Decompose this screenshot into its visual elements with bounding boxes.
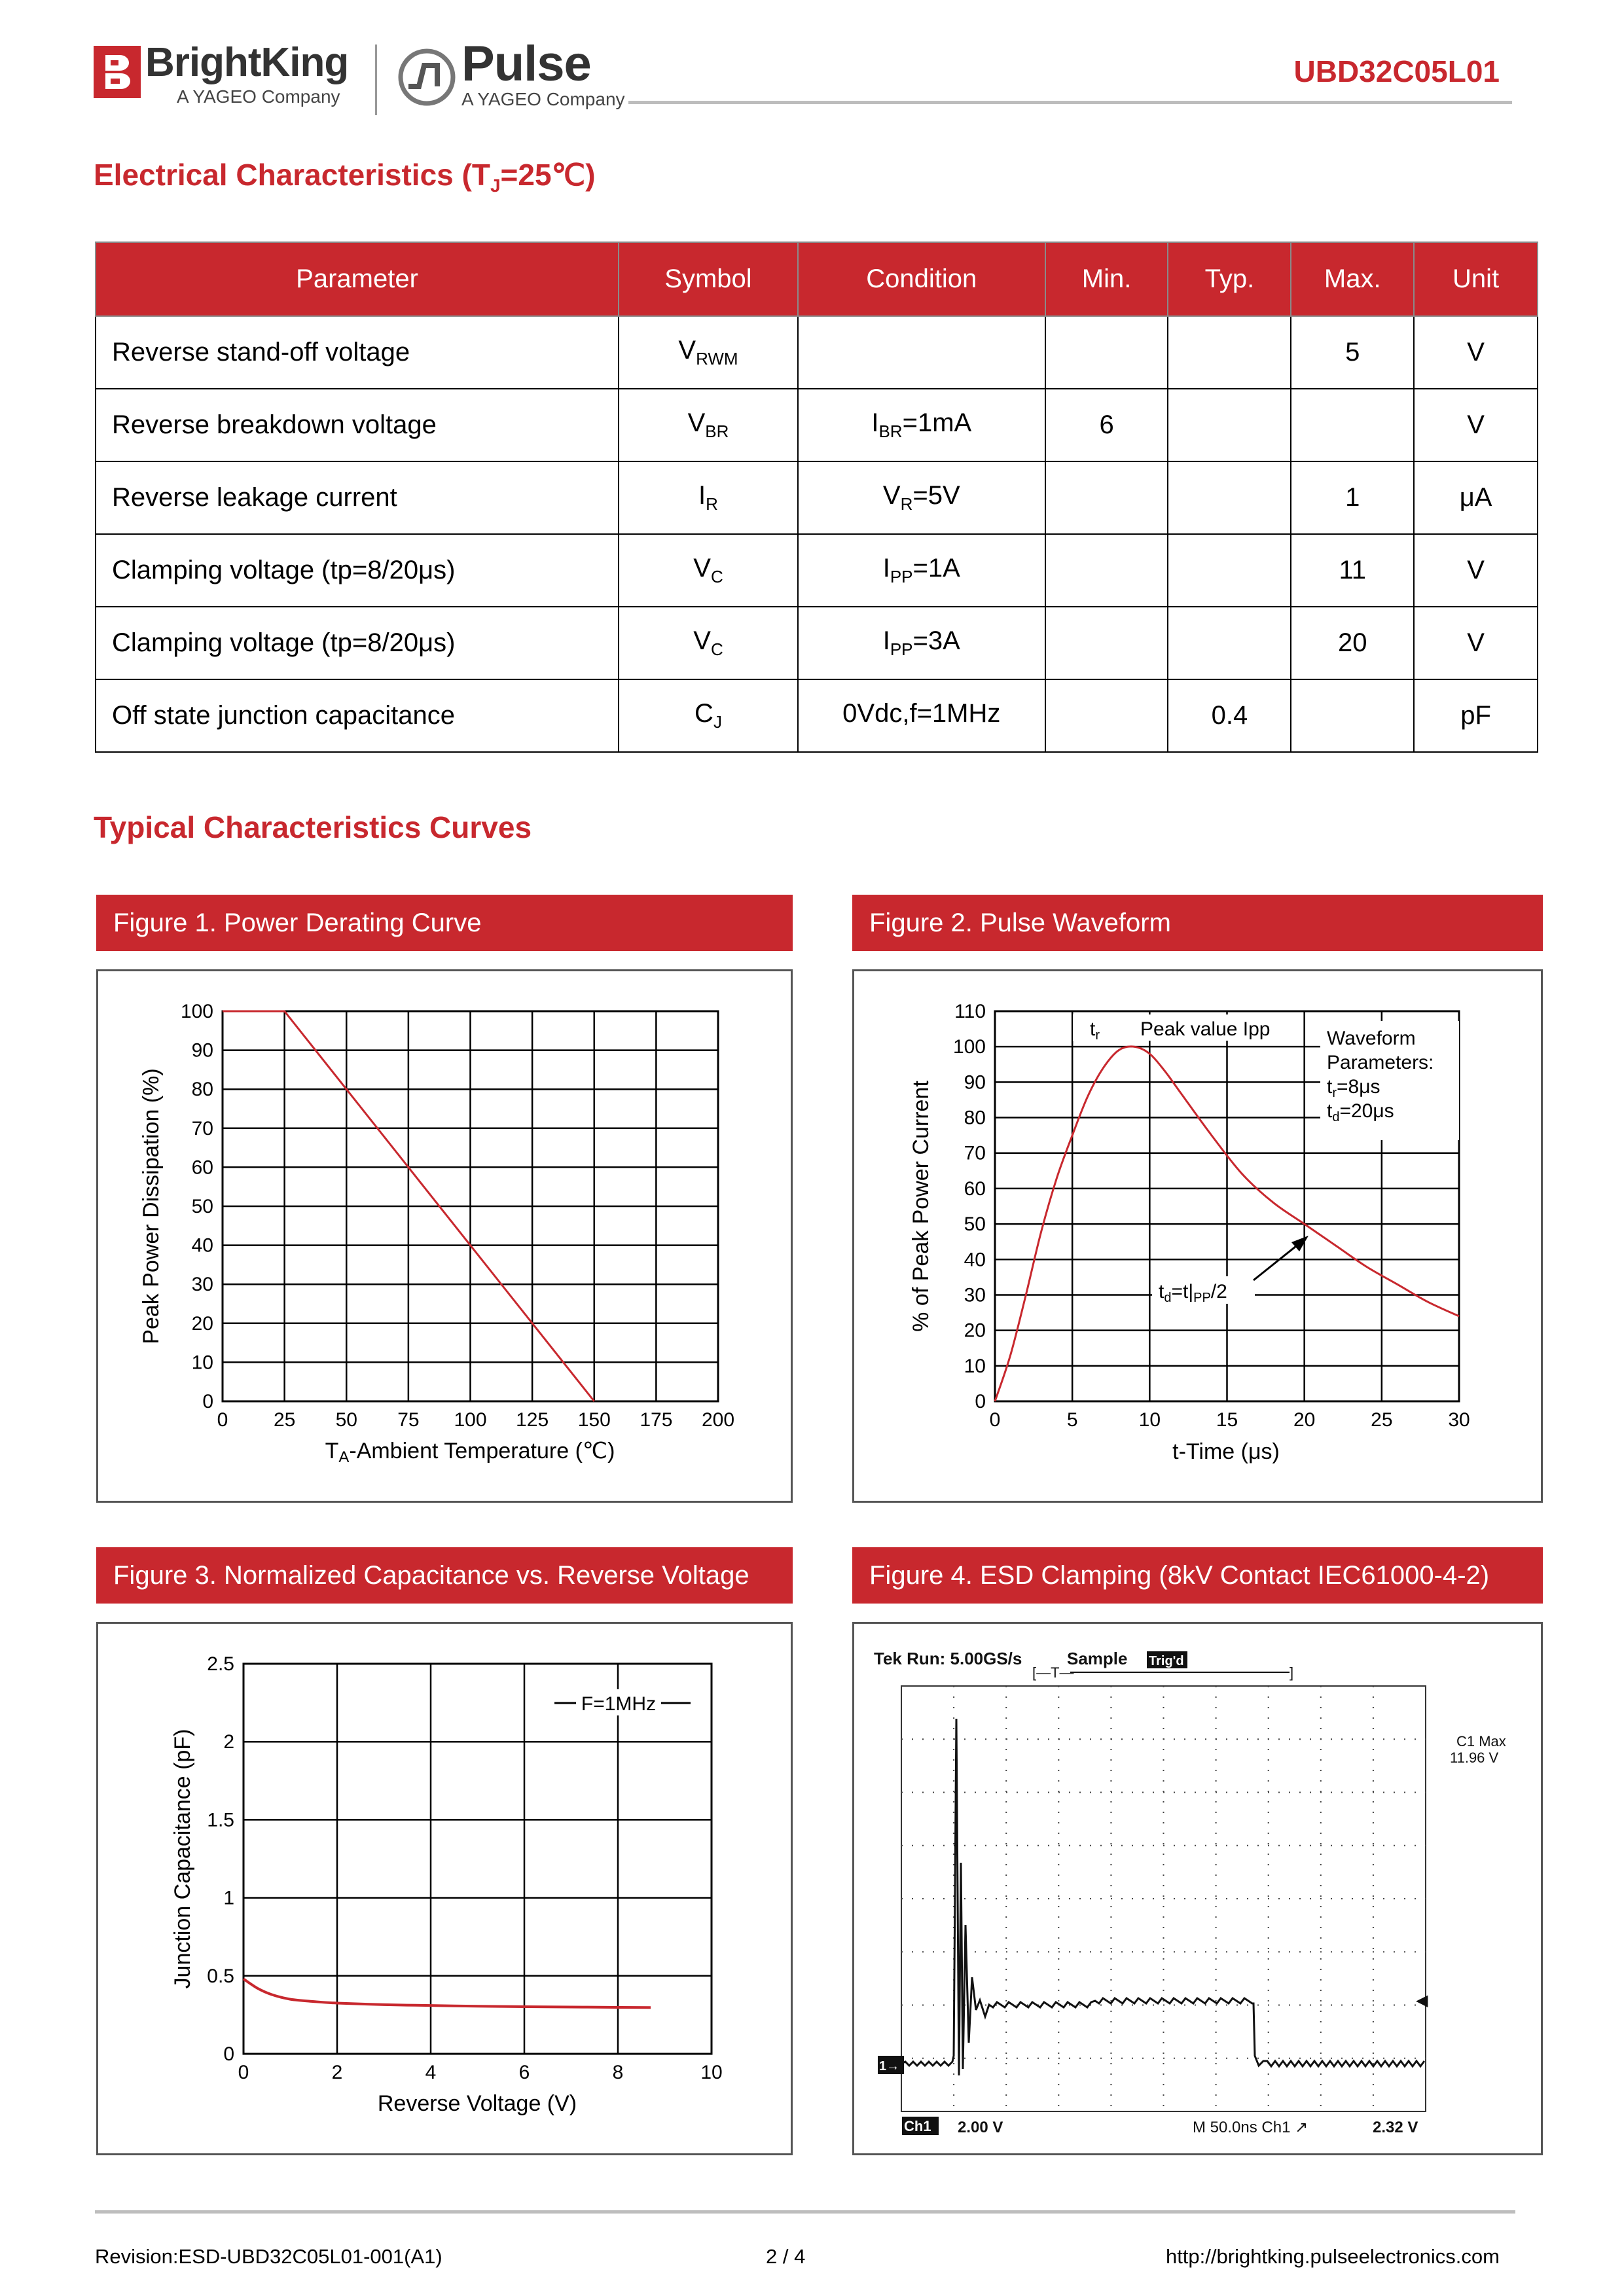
column-header: Condition bbox=[798, 242, 1045, 316]
typ-cell bbox=[1168, 316, 1291, 389]
column-header: Symbol bbox=[619, 242, 798, 316]
scope-run-label: Tek Run: 5.00GS/s bbox=[874, 1649, 1022, 1668]
y-tick-label: 40 bbox=[964, 1249, 986, 1271]
y-tick-label: 80 bbox=[964, 1107, 986, 1129]
pulse-logo-subtitle: A YAGEO Company bbox=[461, 89, 625, 109]
y-axis-label: % of Peak Power Current bbox=[909, 1081, 933, 1332]
pulse-logo-mark bbox=[397, 47, 457, 107]
x-tick-label: 50 bbox=[335, 1409, 357, 1431]
y-axis-label: Peak Power Dissipation (%) bbox=[139, 1068, 164, 1344]
y-tick-label: 1.5 bbox=[207, 1809, 234, 1831]
scope-ch-badge: Ch1 bbox=[904, 2118, 931, 2134]
unit-cell: V bbox=[1414, 534, 1538, 607]
max-cell: 20 bbox=[1291, 607, 1414, 679]
condition-cell: $V_R=5V$ bbox=[798, 461, 1045, 534]
condition-cell bbox=[798, 316, 1045, 389]
y-tick-label: 80 bbox=[191, 1079, 213, 1101]
x-tick-label: 20 bbox=[1293, 1409, 1316, 1431]
symbol-cell: $V_{BR}$ bbox=[619, 389, 798, 461]
min-cell bbox=[1045, 607, 1168, 679]
parameter-cell: Off state junction capacitance bbox=[96, 679, 619, 752]
column-header: Parameter bbox=[96, 242, 619, 316]
min-cell bbox=[1045, 461, 1168, 534]
waveform-parameters-title: Parameters: bbox=[1327, 1052, 1434, 1073]
electrical-characteristics-table bbox=[95, 242, 1538, 753]
typ-cell bbox=[1168, 389, 1291, 461]
x-tick-label: 0 bbox=[238, 2062, 249, 2083]
x-tick-label: 100 bbox=[454, 1409, 487, 1431]
decay-definition-label: $t_d=t|_{PP}/2$ bbox=[1159, 1281, 1227, 1305]
power-derating-chart bbox=[98, 971, 791, 1501]
y-tick-label: 0 bbox=[223, 2043, 234, 2065]
column-header: Unit bbox=[1414, 242, 1538, 316]
footer-url: http://brightking.pulseelectronics.com bbox=[1165, 2245, 1500, 2268]
y-tick-label: 60 bbox=[191, 1157, 213, 1179]
x-tick-label: 125 bbox=[516, 1409, 549, 1431]
table-row bbox=[96, 607, 1538, 679]
y-tick-label: 70 bbox=[964, 1142, 986, 1164]
table-row bbox=[96, 461, 1538, 534]
x-tick-label: 0 bbox=[989, 1409, 1001, 1431]
min-cell bbox=[1045, 534, 1168, 607]
x-tick-label: 10 bbox=[1138, 1409, 1161, 1431]
series-line bbox=[244, 1979, 651, 2008]
figure-1-box bbox=[96, 969, 793, 1503]
y-tick-label: 30 bbox=[964, 1284, 986, 1306]
annotation-arrow bbox=[1254, 1244, 1299, 1280]
y-tick-label: 20 bbox=[964, 1319, 986, 1342]
x-tick-label: 30 bbox=[1448, 1409, 1470, 1431]
unit-cell: pF bbox=[1414, 679, 1538, 752]
y-tick-label: 100 bbox=[952, 1036, 986, 1058]
y-tick-label: 30 bbox=[191, 1274, 213, 1296]
y-tick-label: 50 bbox=[191, 1196, 213, 1217]
x-tick-label: 6 bbox=[518, 2062, 530, 2083]
unit-cell: μA bbox=[1414, 461, 1538, 534]
y-tick-label: 0 bbox=[202, 1391, 213, 1412]
y-tick-label: 100 bbox=[180, 1001, 213, 1022]
scope-trigger-level: 2.32 V bbox=[1373, 2119, 1418, 2136]
table-header-row bbox=[96, 242, 1538, 316]
scope-record-end: ] bbox=[1290, 1664, 1294, 1681]
parameter-cell: Clamping voltage (tp=8/20μs) bbox=[96, 607, 619, 679]
y-tick-label: 2.5 bbox=[207, 1653, 234, 1675]
y-axis-label: Junction Capacitance (pF) bbox=[170, 1729, 195, 1989]
x-tick-label: 75 bbox=[397, 1409, 420, 1431]
scope-trig-bracket: [—T— bbox=[1032, 1664, 1074, 1681]
unit-cell: V bbox=[1414, 389, 1538, 461]
figure-1-title: Figure 1. Power Derating Curve bbox=[96, 895, 793, 951]
x-tick-label: 200 bbox=[701, 1409, 735, 1431]
y-tick-label: 90 bbox=[191, 1039, 213, 1062]
capacitance-chart bbox=[98, 1624, 791, 2153]
x-tick-label: 25 bbox=[273, 1409, 296, 1431]
scope-timebase: M 50.0ns Ch1 ↗ bbox=[1193, 2119, 1308, 2136]
x-tick-label: 8 bbox=[612, 2062, 624, 2083]
figure-4-box bbox=[852, 1622, 1543, 2155]
max-cell bbox=[1291, 679, 1414, 752]
figure-3-title: Figure 3. Normalized Capacitance vs. Reverse Voltage bbox=[96, 1547, 793, 1604]
min-cell bbox=[1045, 316, 1168, 389]
condition-cell: $I_{PP}=3A$ bbox=[798, 607, 1045, 679]
rise-time-parameter: $t_r=8\mu s$ bbox=[1327, 1076, 1380, 1100]
table-row bbox=[96, 534, 1538, 607]
x-tick-label: 0 bbox=[217, 1409, 228, 1431]
symbol-cell: $V_C$ bbox=[619, 607, 798, 679]
unit-cell: V bbox=[1414, 316, 1538, 389]
scope-ch-scale: 2.00 V bbox=[958, 2119, 1003, 2136]
symbol-cell: $C_J$ bbox=[619, 679, 798, 752]
logo-divider bbox=[375, 45, 377, 115]
brightking-logo-subtitle: A YAGEO Company bbox=[177, 86, 340, 107]
typ-cell: 0.4 bbox=[1168, 679, 1291, 752]
max-cell: 11 bbox=[1291, 534, 1414, 607]
y-tick-label: 0.5 bbox=[207, 1965, 234, 1987]
y-tick-label: 110 bbox=[954, 1001, 986, 1022]
table-row bbox=[96, 316, 1538, 389]
y-tick-label: 90 bbox=[964, 1071, 986, 1094]
y-tick-label: 40 bbox=[191, 1234, 213, 1257]
y-tick-label: 1 bbox=[223, 1887, 234, 1909]
figure-3-box bbox=[96, 1622, 793, 2155]
x-axis-label: TA-Ambient Temperature (℃) bbox=[325, 1439, 615, 1466]
condition-cell: $I_{PP}=1A$ bbox=[798, 534, 1045, 607]
rise-time-label: $t_r$ bbox=[1090, 1018, 1100, 1043]
table-row bbox=[96, 679, 1538, 752]
scope-trigger-arrow: ◀ bbox=[1416, 1992, 1428, 2009]
y-tick-label: 2 bbox=[223, 1731, 234, 1753]
figure-2-box bbox=[852, 969, 1543, 1503]
scope-max-value: 11.96 V bbox=[1450, 1749, 1499, 1766]
column-header: Typ. bbox=[1168, 242, 1291, 316]
x-tick-label: 2 bbox=[331, 2062, 343, 2083]
y-tick-label: 10 bbox=[191, 1352, 213, 1374]
y-tick-label: 20 bbox=[191, 1312, 213, 1335]
condition-cell: $I_{BR}=1mA$ bbox=[798, 389, 1045, 461]
typ-cell bbox=[1168, 607, 1291, 679]
min-cell: 6 bbox=[1045, 389, 1168, 461]
x-axis-label: t-Time (μs) bbox=[1172, 1439, 1280, 1464]
x-axis-label: Reverse Voltage (V) bbox=[377, 2091, 577, 2116]
symbol-cell: $I_R$ bbox=[619, 461, 798, 534]
x-tick-label: 25 bbox=[1371, 1409, 1393, 1431]
scope-mode-label: Sample bbox=[1067, 1649, 1128, 1668]
parameter-cell: Reverse stand-off voltage bbox=[96, 316, 619, 389]
esd-oscilloscope-capture bbox=[854, 1624, 1541, 2153]
scope-trig-badge: Trig'd bbox=[1149, 1654, 1184, 1668]
scope-max-label: C1 Max bbox=[1456, 1733, 1506, 1749]
y-tick-label: 60 bbox=[964, 1177, 986, 1200]
footer-rule bbox=[95, 2210, 1515, 2214]
pulse-waveform-chart bbox=[854, 971, 1541, 1501]
column-header: Max. bbox=[1291, 242, 1414, 316]
symbol-cell: $V_{RWM}$ bbox=[619, 316, 798, 389]
peak-value-label: Peak value Ipp bbox=[1140, 1018, 1271, 1040]
x-tick-label: 4 bbox=[425, 2062, 437, 2083]
electrical-characteristics-title: Electrical Characteristics $(T_J=25℃)$ bbox=[94, 158, 596, 196]
x-tick-label: 5 bbox=[1066, 1409, 1078, 1431]
plot-frame bbox=[244, 1664, 712, 2054]
x-tick-label: 10 bbox=[700, 2062, 723, 2083]
max-cell bbox=[1291, 389, 1414, 461]
y-tick-label: 10 bbox=[964, 1355, 986, 1377]
x-tick-label: 15 bbox=[1216, 1409, 1238, 1431]
max-cell: 1 bbox=[1291, 461, 1414, 534]
part-number: UBD32C05L01 bbox=[1293, 54, 1500, 88]
curves-title: Typical Characteristics Curves bbox=[94, 810, 532, 844]
scope-graticule bbox=[901, 1686, 1426, 2111]
x-tick-label: 150 bbox=[577, 1409, 611, 1431]
table-row bbox=[96, 389, 1538, 461]
parameter-cell: Reverse breakdown voltage bbox=[96, 389, 619, 461]
typ-cell bbox=[1168, 461, 1291, 534]
max-cell: 5 bbox=[1291, 316, 1414, 389]
brightking-logo-text: BrightKing bbox=[145, 40, 349, 85]
figure-4-title: Figure 4. ESD Clamping (8kV Contact IEC61000-4-2) bbox=[852, 1547, 1543, 1604]
scope-ground-marker: 1→ bbox=[879, 2059, 900, 2073]
brightking-logo-mark bbox=[94, 46, 141, 98]
y-tick-label: 50 bbox=[964, 1213, 986, 1236]
figure-2-title: Figure 2. Pulse Waveform bbox=[852, 895, 1543, 951]
typ-cell bbox=[1168, 534, 1291, 607]
min-cell bbox=[1045, 679, 1168, 752]
decay-time-parameter: $t_d=20\mu s$ bbox=[1327, 1100, 1394, 1124]
parameter-cell: Reverse leakage current bbox=[96, 461, 619, 534]
unit-cell: V bbox=[1414, 607, 1538, 679]
symbol-cell: $V_C$ bbox=[619, 534, 798, 607]
footer-revision: Revision:ESD-UBD32C05L01-001(A1) bbox=[95, 2245, 442, 2268]
parameter-cell: Clamping voltage (tp=8/20μs) bbox=[96, 534, 619, 607]
x-tick-label: 175 bbox=[640, 1409, 673, 1431]
footer-page-number: 2 / 4 bbox=[766, 2245, 806, 2268]
waveform-parameters-title: Waveform bbox=[1327, 1028, 1416, 1049]
column-header: Min. bbox=[1045, 242, 1168, 316]
y-tick-label: 70 bbox=[191, 1117, 213, 1139]
condition-cell: 0Vdc,f=1MHz bbox=[798, 679, 1045, 752]
legend-label: F=1MHz bbox=[581, 1693, 657, 1715]
pulse-logo-text: Pulse bbox=[461, 36, 591, 92]
header-rule bbox=[628, 101, 1512, 104]
y-tick-label: 0 bbox=[975, 1391, 986, 1412]
